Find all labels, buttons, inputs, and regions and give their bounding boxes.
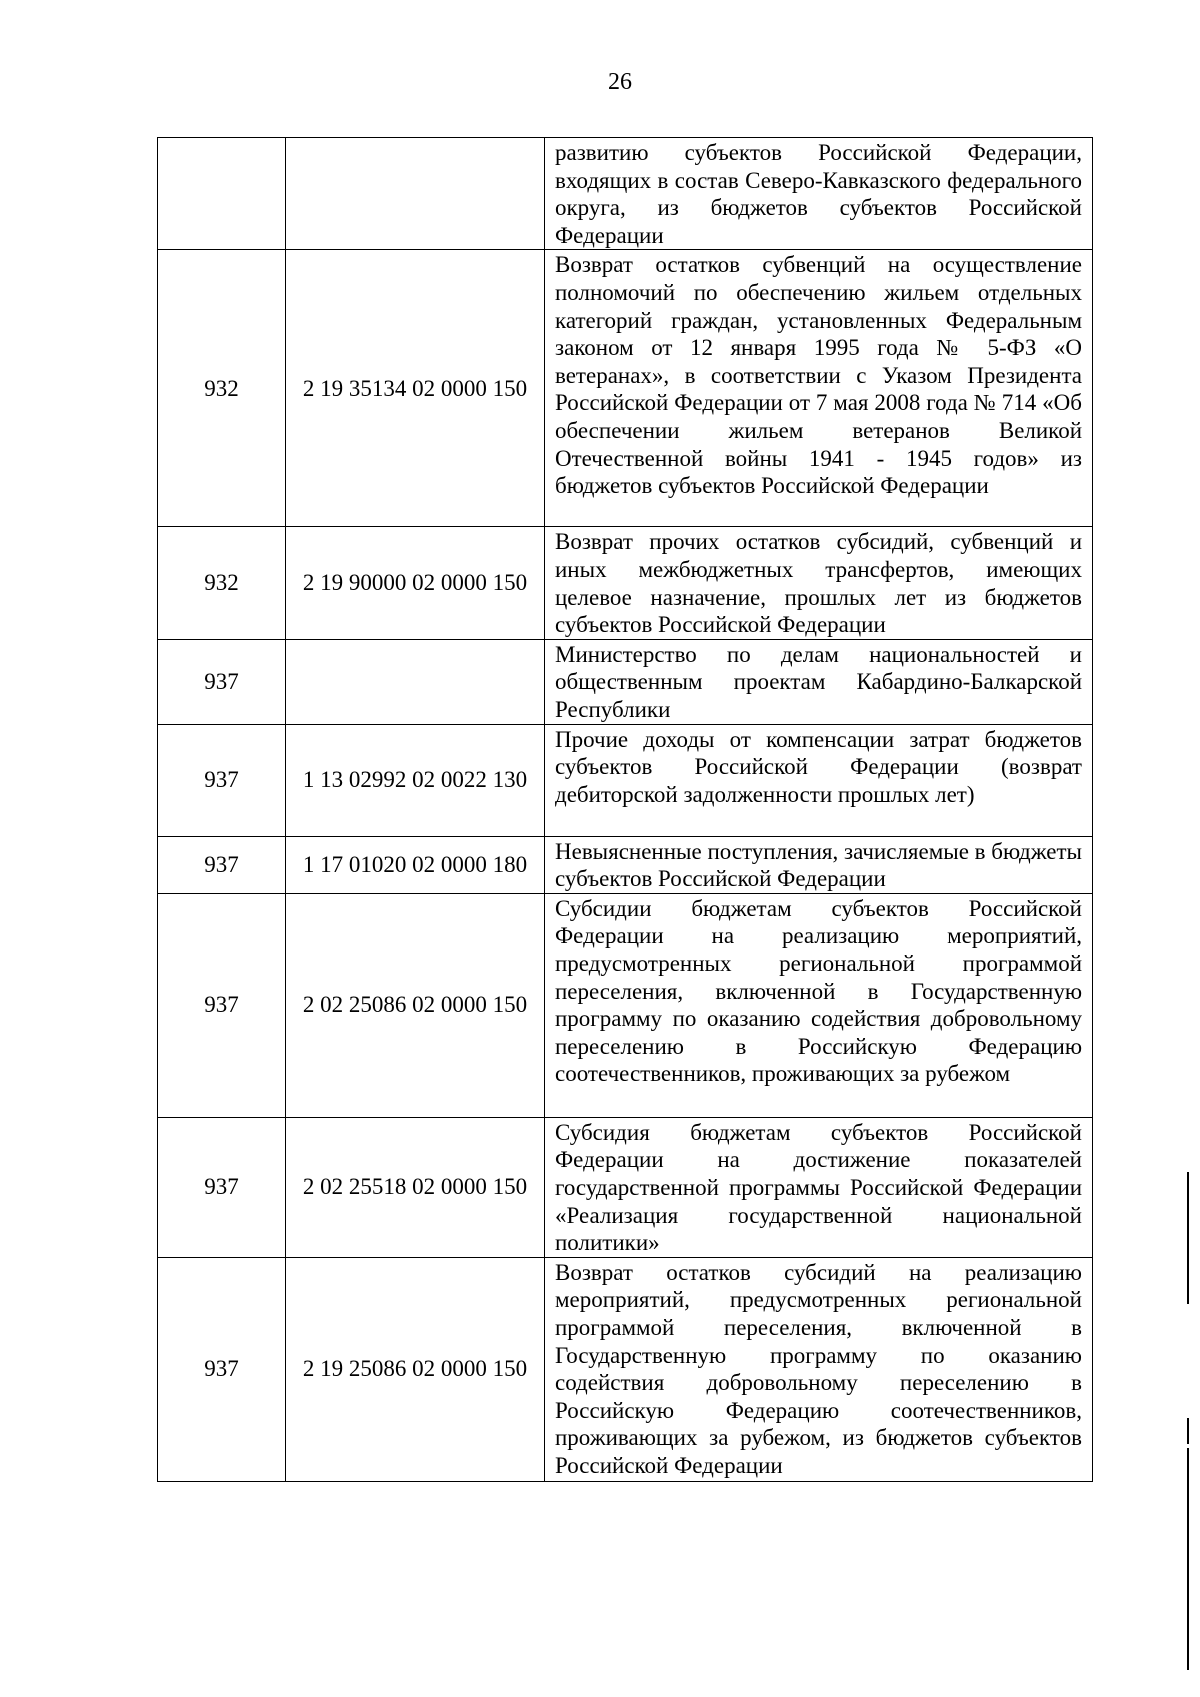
table-row <box>158 250 1093 527</box>
table-row <box>158 527 1093 639</box>
page-number: 26 <box>608 69 632 95</box>
table-row <box>158 138 1093 250</box>
table-row <box>158 1257 1093 1481</box>
admin-code-cell: 937 <box>158 639 286 724</box>
description-cell: Возврат остатков субвенций на осуществление полномочий по обеспечению жильем отдельных категорий граждан, установленных Федеральным законом от 12 января 1995 года № 5-ФЗ «О ветеранах», в соответствии с Указом Президента Российской Федерации от 7 мая 2008 года № 714 «Об обеспечении жильем ветеранов Великой Отечественной войны 1941 - 1945 годов» из бюджетов субъектов Российской Федерации <box>555 252 1082 499</box>
table-row <box>158 639 1093 724</box>
description-cell: Невыясненные поступления, зачисляемые в бюджеты субъектов Российской Федерации <box>555 838 1083 892</box>
income-code-cell: 2 19 35134 02 0000 150 <box>286 250 545 527</box>
income-code-cell: 2 02 25086 02 0000 150 <box>286 893 545 1117</box>
income-code-cell <box>286 639 545 724</box>
admin-code-cell <box>158 138 286 250</box>
admin-code-cell: 937 <box>158 836 286 893</box>
scan-edge-mark <box>1187 1448 1189 1670</box>
description-cell: Субсидии бюджетам субъектов Российской Федерации на реализацию мероприятий, предусмотренных региональной программой переселения, включенной в Государственную программу по оказанию содействия добровольному переселению в Российскую Федерацию соотечественников, проживающих за рубежом <box>555 895 1082 1087</box>
admin-code-cell: 937 <box>158 1117 286 1257</box>
table-row <box>158 1117 1093 1257</box>
income-code-cell: 1 17 01020 02 0000 180 <box>286 836 545 893</box>
description-cell: Прочие доходы от компенсации затрат бюджетов субъектов Российской Федерации (возврат дебиторской задолженности прошлых лет) <box>555 726 1082 807</box>
income-code-cell: 2 19 25086 02 0000 150 <box>286 1257 545 1481</box>
admin-code-cell: 937 <box>158 724 286 836</box>
table-row <box>158 836 1093 893</box>
scan-edge-mark <box>1187 1418 1189 1444</box>
revenue-codes-table <box>157 137 1093 1482</box>
table-row <box>158 724 1093 836</box>
income-code-cell: 2 19 90000 02 0000 150 <box>286 527 545 639</box>
admin-code-cell: 932 <box>158 250 286 527</box>
admin-code-cell: 932 <box>158 527 286 639</box>
description-cell: Министерство по делам национальностей и общественным проектам Кабардино-Балкарской Республики <box>555 641 1082 722</box>
scan-edge-mark <box>1187 1172 1189 1304</box>
description-cell: Субсидия бюджетам субъектов Российской Федерации на достижение показателей государственной программы Российской Федерации «Реализация государственной национальной политики» <box>555 1119 1082 1256</box>
admin-code-cell: 937 <box>158 893 286 1117</box>
description-cell: Возврат прочих остатков субсидий, субвенций и иных межбюджетных трансфертов, имеющих целевое назначение, прошлых лет из бюджетов субъектов Российской Федерации <box>555 529 1082 638</box>
income-code-cell: 2 02 25518 02 0000 150 <box>286 1117 545 1257</box>
income-code-cell <box>286 138 545 250</box>
table-row <box>158 893 1093 1117</box>
description-cell: Возврат остатков субсидий на реализацию мероприятий, предусмотренных региональной программой переселения, включенной в Государственную программу по оказанию содействия добровольному переселению в Российскую Федерацию соотечественников, проживающих за рубежом, из бюджетов субъектов Российской Федерации <box>555 1259 1082 1478</box>
income-code-cell: 1 13 02992 02 0022 130 <box>286 724 545 836</box>
description-cell: развитию субъектов Российской Федерации, входящих в состав Северо-Кавказского федерального округа, из бюджетов субъектов Российской Федерации <box>555 140 1082 248</box>
admin-code-cell: 937 <box>158 1257 286 1481</box>
